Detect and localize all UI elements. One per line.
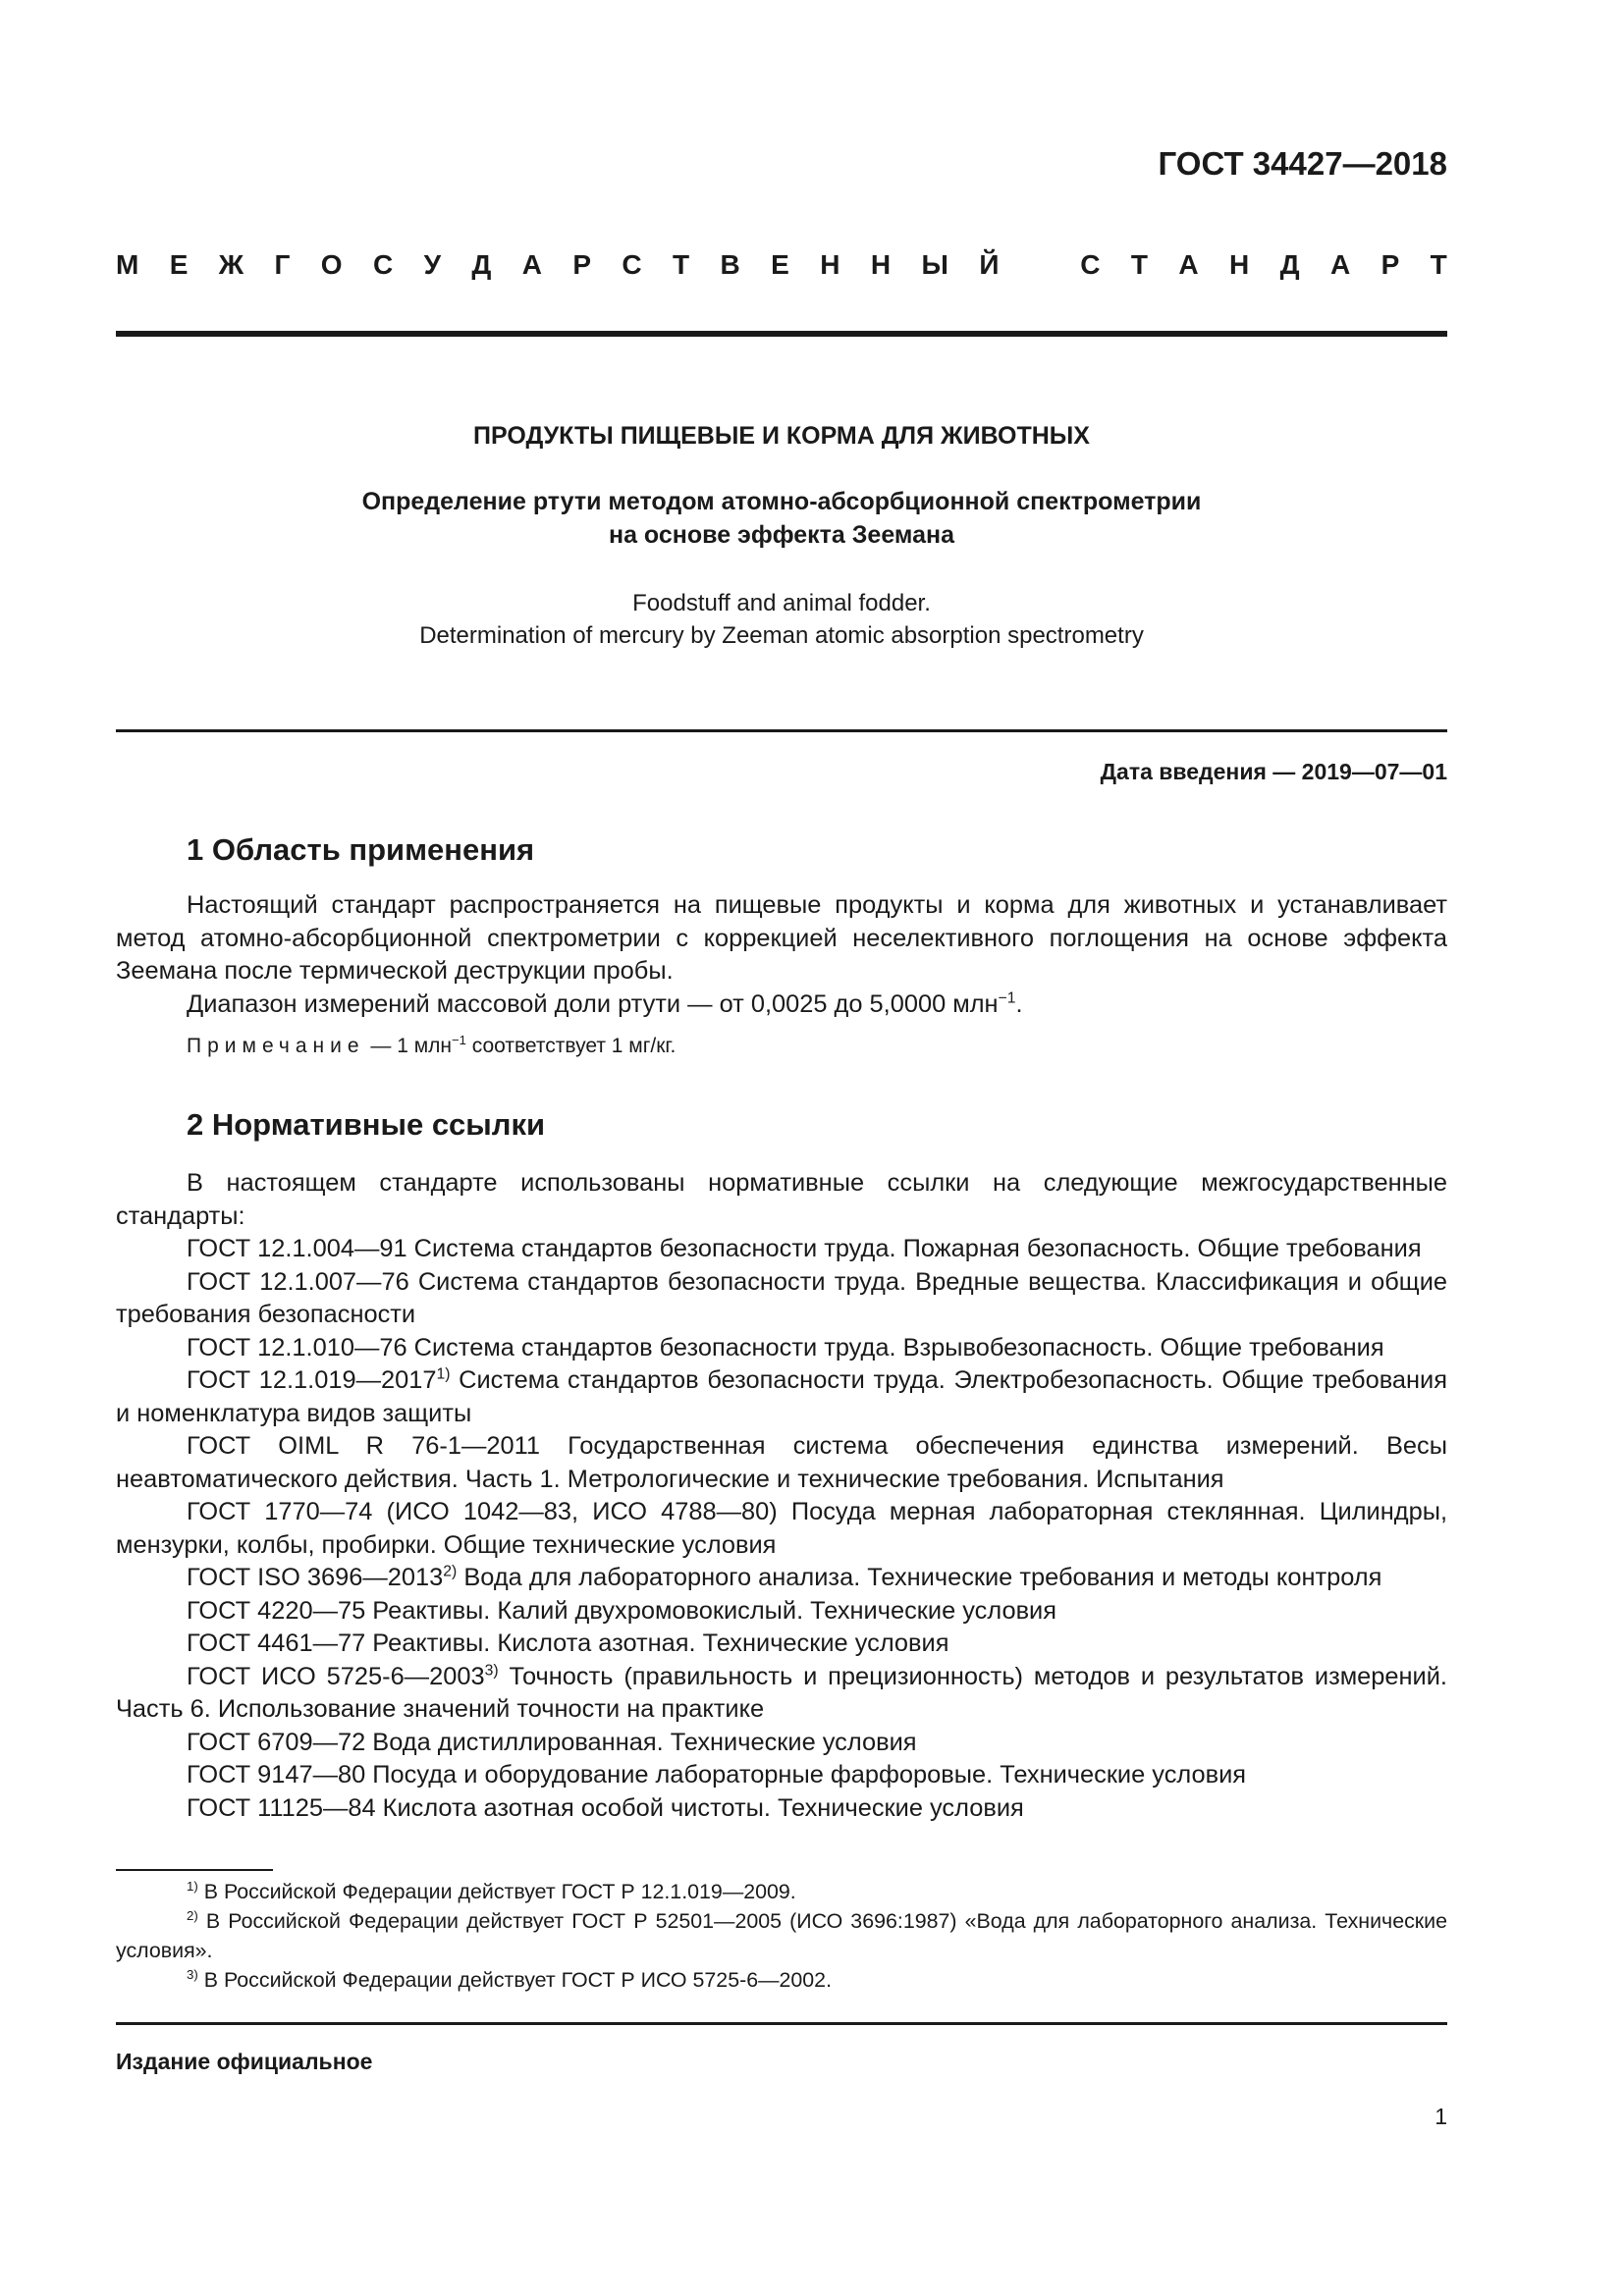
english-title-line-1: Foodstuff and animal fodder. [632,590,931,616]
footnote-text: В Российской Федерации действует ГОСТ Р 12.1.019—2009. [197,1880,796,1903]
reference-item: ГОСТ 11125—84 Кислота азотная особой чистоты. Технические условия [187,1793,1024,1822]
section-1-heading: 1 Область применения [187,832,535,867]
introduction-date: Дата введения — 2019—07—01 [1100,759,1447,784]
reference-item [116,1661,1447,1727]
range-paragraph [116,988,1447,1022]
note-label: Примечание [187,1035,365,1057]
reference-list [116,1233,1447,1825]
interstate-letter: Н [1228,249,1250,280]
interstate-letter: Ж [218,249,244,280]
interstate-letter: Н [820,249,840,280]
reference-title: Система стандартов безопасности труда. Электробезопасность. Общие требования и номенклатура видов защиты [116,1366,1447,1427]
standard-code: ГОСТ 34427—2018 [1158,145,1447,182]
footnote-mark: 3) [187,1966,198,1982]
note-text: — 1 млн [364,1035,453,1057]
reference-item [116,1562,1447,1595]
interstate-letter: С [1080,249,1101,280]
section-2-body [116,1167,1447,1825]
interstate-standard-label [116,249,1447,281]
footnote [116,1877,1447,1906]
note-sup: −1 [452,1033,466,1047]
interstate-letter: Р [572,249,592,280]
title-rule [116,729,1447,732]
interstate-letter: Г [274,249,291,280]
reference-code: ГОСТ ISO 3696—2013 [187,1564,444,1591]
scope-paragraph: Настоящий стандарт распространяется на пищевые продукты и корма для животных и устанавливает метод атомно-абсорбционной спектрометрии с коррекцией неселективного поглощения на основе эффекта Зеемана после термической деструкции пробы. [116,891,1447,985]
interstate-letter: А [1329,249,1351,280]
footnote-marker: 1) [436,1365,451,1383]
document-title: ПРОДУКТЫ ПИЩЕВЫЕ И КОРМА ДЛЯ ЖИВОТНЫХ [473,422,1090,450]
normative-intro: В настоящем стандарте использованы нормативные ссылки на следующие межгосударственные стандарты: [116,1169,1447,1230]
subtitle-line-1: Определение ртути методом атомно-абсорбционной спектрометрии [361,488,1202,515]
reference-title: Вода для лабораторного анализа. Технические требования и методы контроля [457,1564,1382,1591]
reference-item: ГОСТ 12.1.007—76 Система стандартов безопасности труда. Вредные вещества. Классификация и общие требования безопасности [116,1267,1447,1328]
interstate-letter: А [1178,249,1199,280]
interstate-letter: А [521,249,542,280]
footnotes [116,1877,1447,1995]
reference-item: ГОСТ OIML R 76-1—2011 Государственная система обеспечения единства измерений. Весы неавтоматического действия. Часть 1. Метрологические и технические требования. Испытания [116,1432,1447,1493]
reference-item: ГОСТ 4461—77 Реактивы. Кислота азотная. Технические условия [187,1629,949,1657]
official-edition-label: Издание официальное [116,2049,373,2074]
reference-item: ГОСТ 9147—80 Посуда и оборудование лабораторные фарфоровые. Технические условия [187,1761,1247,1789]
interstate-letter: В [720,249,740,280]
english-title [116,587,1447,652]
interstate-letter: Е [771,249,789,280]
reference-code: ГОСТ 12.1.019—2017 [187,1366,437,1394]
page-number: 1 [1435,2104,1447,2129]
interstate-letter: Е [169,249,189,280]
footnote-mark: 1) [187,1878,198,1894]
interstate-letter: Т [673,249,690,280]
interstate-letter [1030,249,1050,281]
reference-item: ГОСТ 12.1.010—76 Система стандартов безопасности труда. Взрывобезопасность. Общие требования [187,1333,1384,1362]
interstate-letter: Ы [921,249,948,280]
range-end: . [1015,989,1023,1018]
interstate-letter: Й [979,249,1000,280]
reference-item: ГОСТ 1770—74 (ИСО 1042—83, ИСО 4788—80) Посуда мерная лабораторная стеклянная. Цилиндры, мензурки, колбы, пробирки. Общие технические условия [116,1498,1447,1559]
interstate-letter: Т [1130,249,1148,280]
footnote-separator [116,1869,273,1871]
range-sup: −1 [998,989,1016,1007]
document-subtitle [116,485,1447,552]
interstate-letter: Н [870,249,892,280]
footnote-mark: 2) [187,1907,198,1923]
reference-code: ГОСТ ИСО 5725-6—2003 [187,1662,485,1690]
interstate-letter: М [116,249,139,280]
footnote-text: В Российской Федерации действует ГОСТ Р ИСО 5725-6—2002. [197,1968,833,1992]
english-title-line-2: Determination of mercury by Zeeman atomic absorption spectrometry [419,622,1144,649]
interstate-letter: У [423,249,441,280]
interstate-letter: Д [471,249,492,280]
section-2-heading: 2 Нормативные ссылки [187,1107,546,1142]
footer-rule [116,2022,1447,2025]
footnote [116,1906,1447,1965]
subtitle-line-2: на основе эффекта Зеемана [608,521,954,549]
reference-item: ГОСТ 12.1.004—91 Система стандартов безопасности труда. Пожарная безопасность. Общие требования [187,1235,1422,1262]
section-1-body [116,889,1447,1021]
footnote-marker: 2) [443,1563,458,1580]
footnote [116,1965,1447,1995]
interstate-letter: Т [1430,249,1447,280]
footnote-text: В Российской Федерации действует ГОСТ Р 52501—2005 (ИСО 3696:1987) «Вода для лабораторного анализа. Технические условия». [116,1909,1447,1962]
reference-item: ГОСТ 4220—75 Реактивы. Калий двухромовокислый. Технические условия [187,1596,1056,1625]
header-rule [116,331,1447,337]
interstate-letter: О [320,249,343,280]
scope-note [187,1035,676,1058]
interstate-letter: Р [1380,249,1400,280]
interstate-letter: Д [1279,249,1300,280]
reference-item: ГОСТ 6709—72 Вода дистиллированная. Технические условия [187,1728,917,1756]
note-text-end: соответствует 1 мг/кг. [465,1035,677,1057]
reference-item [116,1364,1447,1430]
reference-title: Точность (правильность и прецизионность) методов и результатов измерений. Часть 6. Использование значений точности на практике [116,1662,1447,1723]
interstate-letter: С [372,249,394,280]
interstate-letter: С [622,249,642,280]
footnote-marker: 3) [484,1662,499,1680]
range-text: Диапазон измерений массовой доли ртути — от 0,0025 до 5,0000 млн [187,989,999,1018]
